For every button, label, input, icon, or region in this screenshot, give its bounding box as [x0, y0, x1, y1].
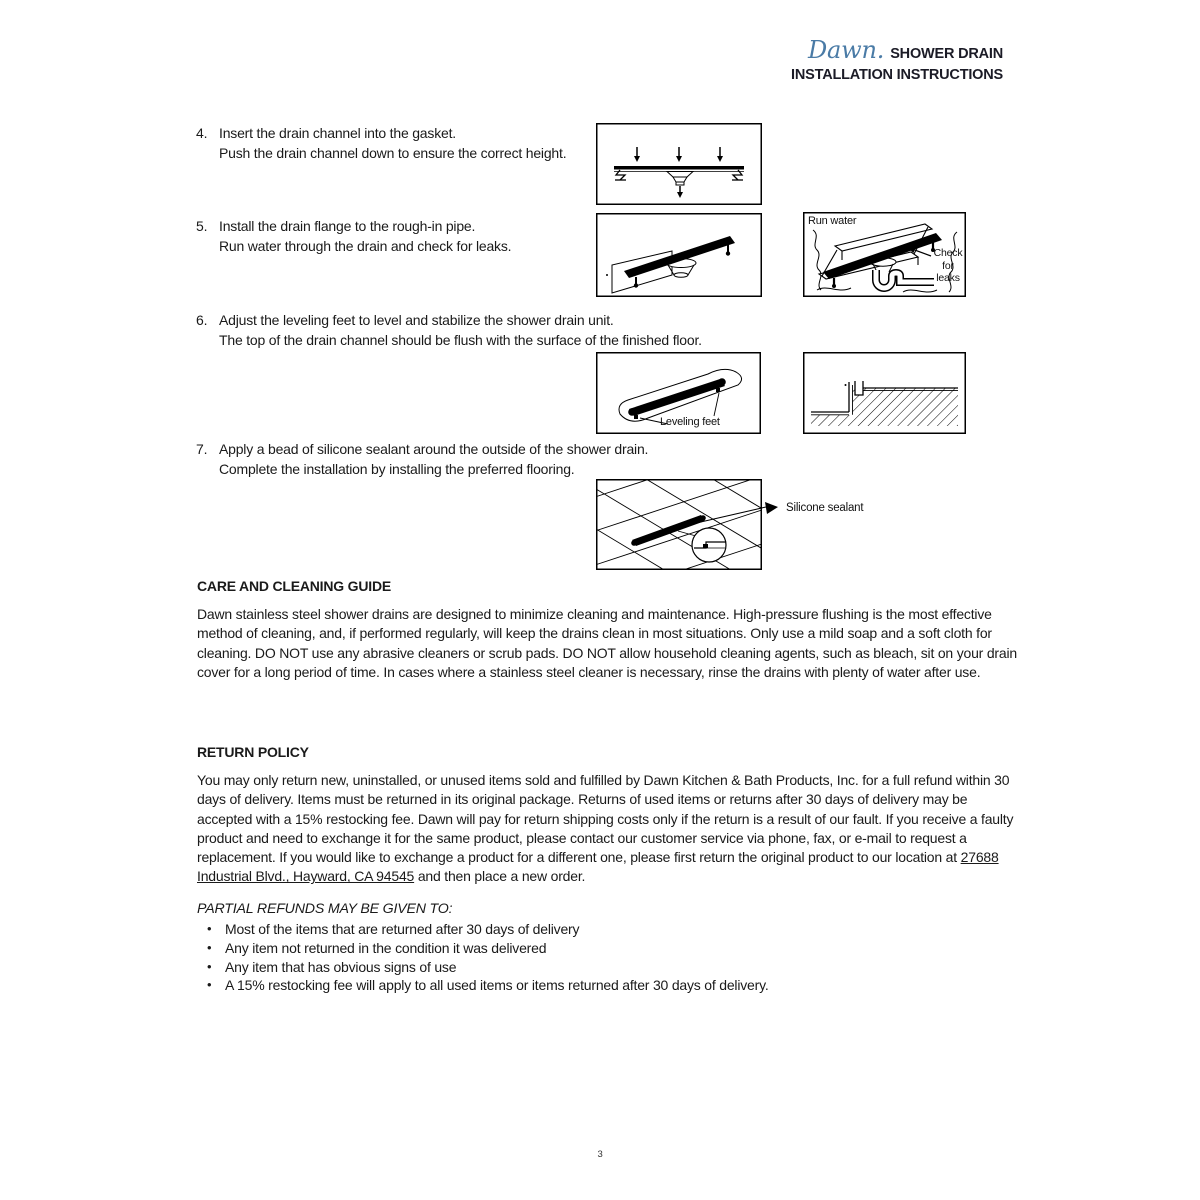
list-item	[207, 920, 769, 939]
silicone-sealant-diagram	[596, 479, 796, 570]
step-6-number: 6.	[196, 312, 208, 328]
step-5-line1: Install the drain flange to the rough-in pipe.	[219, 218, 476, 234]
care-heading: CARE AND CLEANING GUIDE	[197, 578, 391, 594]
page-number: 3	[597, 1149, 603, 1160]
run-water-label: Run water	[808, 215, 857, 227]
flush-floor-diagram	[803, 352, 966, 434]
doc-title: SHOWER DRAIN	[890, 46, 1003, 62]
list-item-text: • A 15% restocking fee will apply to all used items or items returned after 30 days of delivery.	[225, 977, 769, 994]
step-7	[196, 440, 648, 479]
check-for-leaks-label	[931, 247, 965, 285]
check-label-line2: for	[942, 259, 954, 272]
figure-insert-channel	[596, 123, 762, 205]
partial-refunds-heading: PARTIAL REFUNDS MAY BE GIVEN TO:	[197, 901, 453, 917]
check-label-line3: leaks	[936, 272, 960, 284]
insert-channel-diagram	[596, 123, 762, 205]
return-address: 27688 Industrial Blvd., Hayward, CA 94545	[197, 849, 999, 885]
step-4-text	[219, 124, 566, 163]
doc-subtitle: INSTALLATION INSTRUCTIONS	[791, 67, 1003, 83]
step-4-line2: Push the drain channel down to ensure the correct height.	[219, 144, 567, 161]
step-5-line2: Run water through the drain and check for leaks.	[219, 237, 512, 254]
list-item	[207, 939, 769, 958]
step-7-number: 7.	[196, 441, 208, 457]
figure-leveling-feet	[596, 352, 761, 434]
list-item	[207, 958, 769, 977]
figure-silicone-sealant	[596, 479, 796, 570]
list-item-text: • Any item not returned in the condition it was delivered	[225, 939, 547, 956]
step-6-text	[219, 311, 702, 350]
document-header	[791, 36, 1003, 83]
step-6-line1: Adjust the leveling feet to level and stabilize the shower drain unit.	[219, 312, 614, 328]
step-7-line2: Complete the installation by installing the preferred flooring.	[219, 460, 575, 477]
list-item	[207, 976, 769, 995]
figure-flush-floor	[803, 352, 966, 434]
step-4-number: 4.	[196, 125, 208, 141]
step-5	[196, 217, 511, 256]
return-body	[197, 771, 1025, 887]
step-5-text	[219, 217, 511, 256]
step-7-text	[219, 440, 648, 479]
silicone-sealant-label: Silicone sealant	[786, 502, 864, 514]
check-label-line1: Check	[933, 247, 963, 259]
return-heading: RETURN POLICY	[197, 744, 309, 760]
figure-install-flange	[596, 213, 762, 297]
list-item-text: • Any item that has obvious signs of use	[225, 958, 457, 975]
step-4-line1: Insert the drain channel into the gasket.	[219, 125, 456, 141]
step-6	[196, 311, 702, 350]
return-body-start: You may only return new, uninstalled, or unused items sold and fulfilled by Dawn Kitchen & Bath Products, Inc. for a full refund within 30 days of delivery. Items must be returned in its original package. Returns of used items or returns after 30 days of delivery may be accepted with a 15% restocking fee. Dawn will pay for return shipping costs only if the return is a result of our fault. If you receive a faulty product and need to exchange it for the same product, please contact our customer service via phone, fax, or e-mail to request a replacement. If you would like to exchange a product for a different one, please first return the original product to our location at	[197, 772, 1014, 866]
leveling-feet-label: Leveling feet	[660, 416, 720, 428]
header-line1	[791, 36, 1003, 64]
list-item-text: • Most of the items that are returned after 30 days of delivery	[225, 921, 580, 937]
step-7-line1: Apply a bead of silicone sealant around the outside of the shower drain.	[219, 441, 649, 457]
partial-refunds-list	[207, 920, 769, 995]
figure-run-water	[803, 212, 966, 297]
install-flange-diagram	[596, 213, 762, 297]
return-body-end: and then place a new order.	[414, 868, 586, 885]
step-5-number: 5.	[196, 218, 208, 234]
step-6-line2: The top of the drain channel should be flush with the surface of the finished floor.	[219, 331, 702, 348]
dawn-logo: Dawn.	[808, 36, 885, 64]
care-body: Dawn stainless steel shower drains are designed to minimize cleaning and maintenance. High-pressure flushing is the most effective method of cleaning, and, if performed regularly, will keep the drains clean in most situations. Only use a mild soap and a soft cloth for cleaning. DO NOT use any abrasive cleaners or scrub pads. DO NOT allow household cleaning agents, such as bleach, sit on your drain cover for a long period of time. In cases where a stainless steel cleaner is necessary, rinse the drains with plenty of water after use.	[197, 606, 1017, 680]
step-4	[196, 124, 566, 163]
